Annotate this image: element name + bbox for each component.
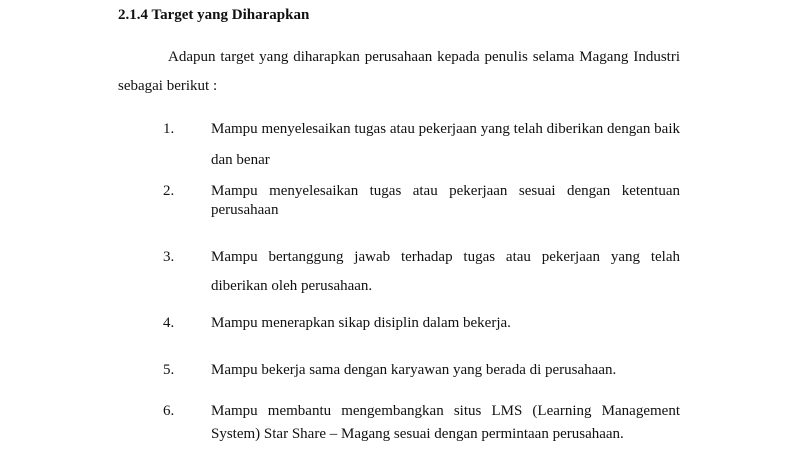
list-item-text: Mampu menyelesaikan tugas atau pekerjaan yang telah diberikan dengan baik dan benar <box>211 121 680 168</box>
list-item <box>163 400 680 448</box>
list-item-number: 3. <box>163 249 175 265</box>
list-item <box>163 243 680 303</box>
list-item-text: Mampu bekerja sama dengan karyawan yang berada di perusahaan. <box>211 362 617 378</box>
list-item-text: Mampu menerapkan sikap disiplin dalam bekerja. <box>211 315 511 331</box>
list-item-text: Mampu membantu mengembangkan situs LMS (Learning Management System) Star Share – Magang sesuai dengan permintaan perusahaan. <box>211 403 680 442</box>
list-item <box>163 361 680 383</box>
list-item-number: 4. <box>163 315 175 331</box>
list-item <box>163 182 680 222</box>
list-item-number: 6. <box>163 403 175 419</box>
list-item-text: Mampu bertanggung jawab terhadap tugas atau pekerjaan yang telah diberikan oleh perusahaan. <box>211 249 680 294</box>
list-item-number: 2. <box>163 183 175 199</box>
list-item-number: 1. <box>163 121 175 137</box>
list-item <box>163 314 680 336</box>
list-item-number: 5. <box>163 362 175 378</box>
list-item-text: Mampu menyelesaikan tugas atau pekerjaan sesuai dengan ketentuan perusahaan <box>211 183 680 218</box>
section-heading: 2.1.4 Target yang Diharapkan <box>118 7 310 23</box>
intro-paragraph: Adapun target yang diharapkan perusahaan kepada penulis selama Magang Industri sebagai berikut : <box>118 49 680 94</box>
list-item <box>163 114 680 174</box>
